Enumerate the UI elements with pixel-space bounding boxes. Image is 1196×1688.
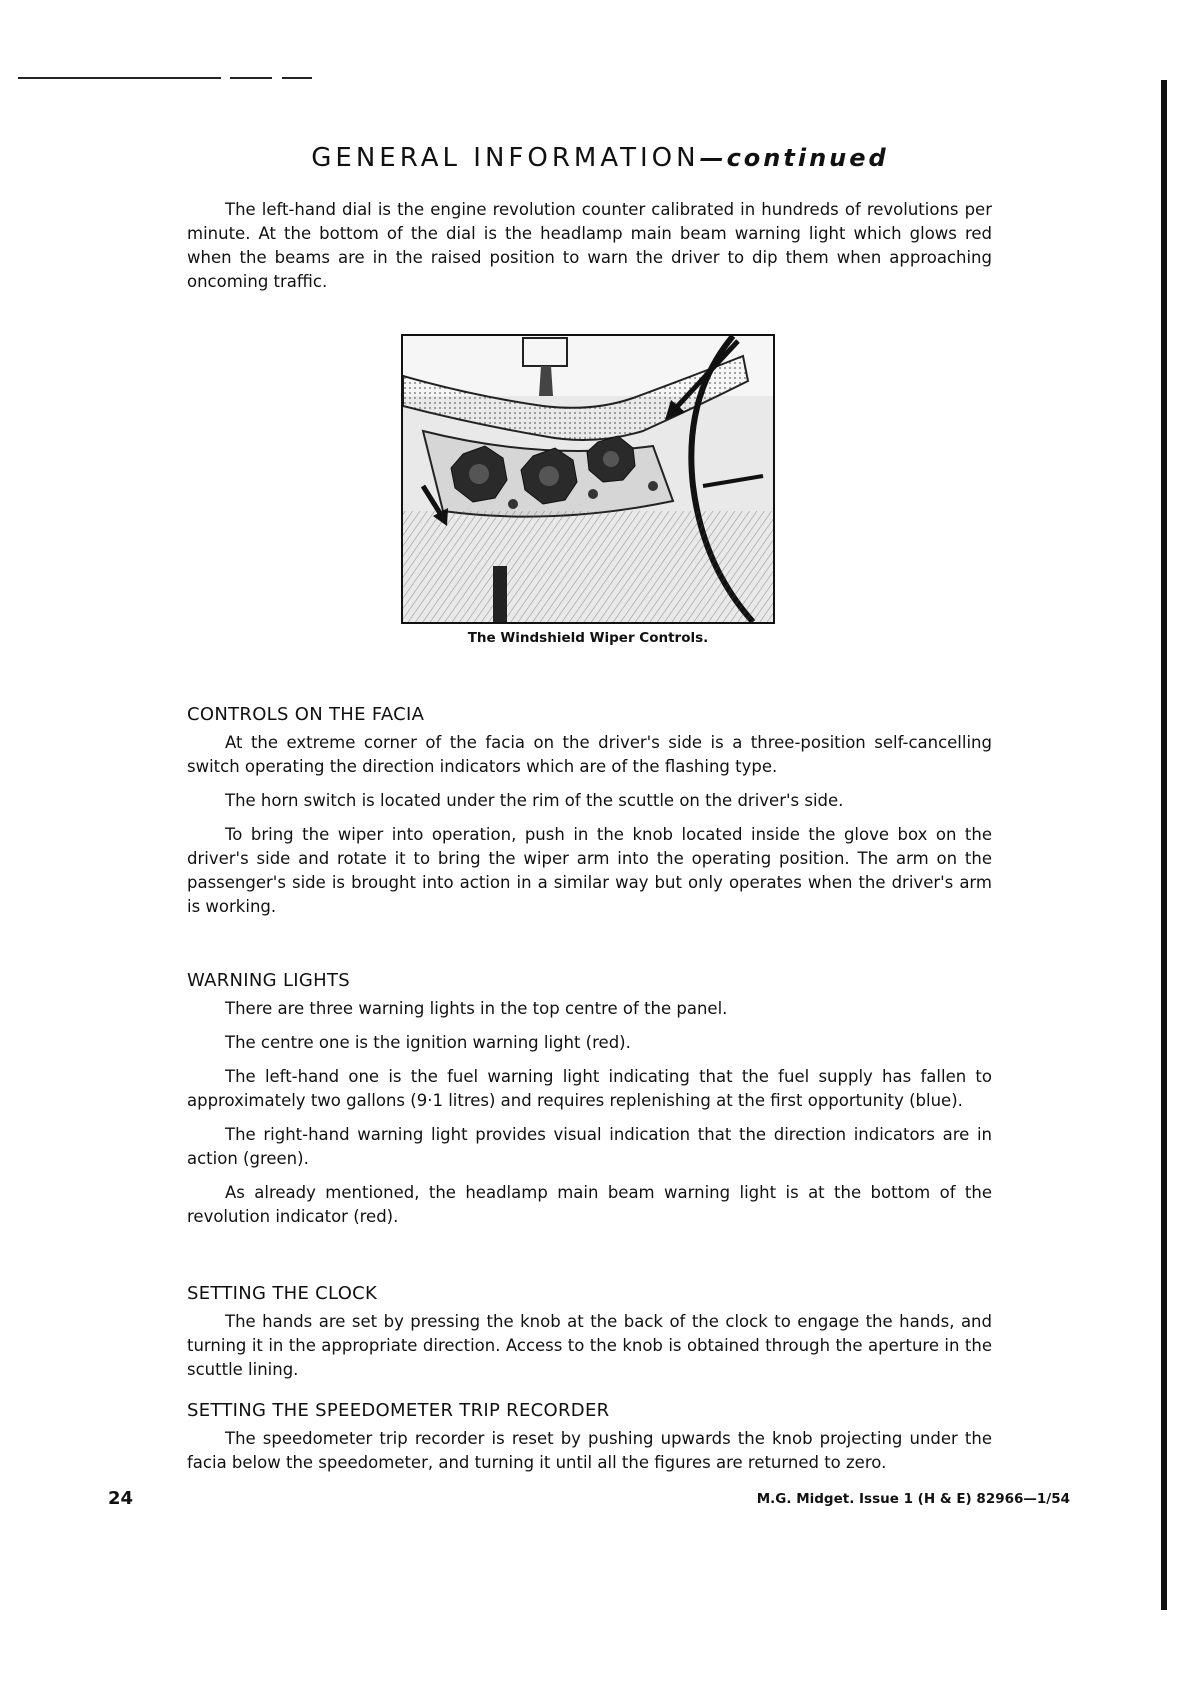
page-number: 24 <box>108 1488 134 1509</box>
section-paragraph: At the extreme corner of the facia on the driver's side is a three-position self-cancelling switch operating the direction indicators which are of the flashing type. <box>187 733 992 776</box>
page-title-main: GENERAL INFORMATION <box>311 143 700 173</box>
section-paragraph: The hands are set by pressing the knob at the back of the clock to engage the hands, and turning it in the appropriate direction. Access to the knob is obtained through the aperture in the scuttle lining. <box>187 1312 992 1379</box>
section-clock <box>187 1283 992 1392</box>
top-rule <box>282 77 312 79</box>
section-paragraph: The centre one is the ignition warning light (red). <box>225 1033 631 1052</box>
section-paragraph: As already mentioned, the headlamp main beam warning light is at the bottom of the revolution indicator (red). <box>187 1183 992 1226</box>
footer-reference: M.G. Midget. Issue 1 (H & E) 82966—1/54 <box>756 1491 1070 1507</box>
section-paragraph: The horn switch is located under the rim of the scuttle on the driver's side. <box>225 791 844 810</box>
section-trip-recorder <box>187 1400 992 1485</box>
dashboard-photo <box>401 334 775 624</box>
section-warning-lights <box>187 970 992 1239</box>
top-rule <box>18 77 221 79</box>
page-title <box>150 143 1050 173</box>
section-paragraph: The right-hand warning light provides visual indication that the direction indicators are in action (green). <box>187 1125 992 1168</box>
section-heading: CONTROLS ON THE FACIA <box>187 704 425 725</box>
section-paragraph: There are three warning lights in the top centre of the panel. <box>225 999 728 1018</box>
page-title-suffix: —continued <box>699 144 889 172</box>
figure-caption: The Windshield Wiper Controls. <box>467 630 709 646</box>
section-heading: WARNING LIGHTS <box>187 970 350 991</box>
section-heading: SETTING THE SPEEDOMETER TRIP RECORDER <box>187 1400 610 1421</box>
dashboard-illustration <box>403 336 773 622</box>
top-rule <box>230 77 272 79</box>
page-edge-bar <box>1161 80 1167 1610</box>
intro-paragraph: The left-hand dial is the engine revolution counter calibrated in hundreds of revolutions per minute. At the bottom of the dial is the headlamp main beam warning light which glows red when the beams are in the raised position to warn the driver to dip them when approaching oncoming traffic. <box>187 200 992 291</box>
section-controls <box>187 704 992 929</box>
section-paragraph: The speedometer trip recorder is reset by pushing upwards the knob projecting under the facia below the speedometer, and turning it until all the figures are returned to zero. <box>187 1429 992 1472</box>
section-paragraph: The left-hand one is the fuel warning light indicating that the fuel supply has fallen to approximately two gallons (9·1 litres) and requires replenishing at the first opportunity (blue). <box>187 1067 992 1110</box>
section-paragraph: To bring the wiper into operation, push in the knob located inside the glove box on the driver's side and rotate it to bring the wiper arm into the operating position. The arm on the passenger's side is brought into action in a similar way but only operates when the driver's arm is working. <box>187 825 992 916</box>
intro-block <box>187 198 992 304</box>
section-heading: SETTING THE CLOCK <box>187 1283 378 1304</box>
